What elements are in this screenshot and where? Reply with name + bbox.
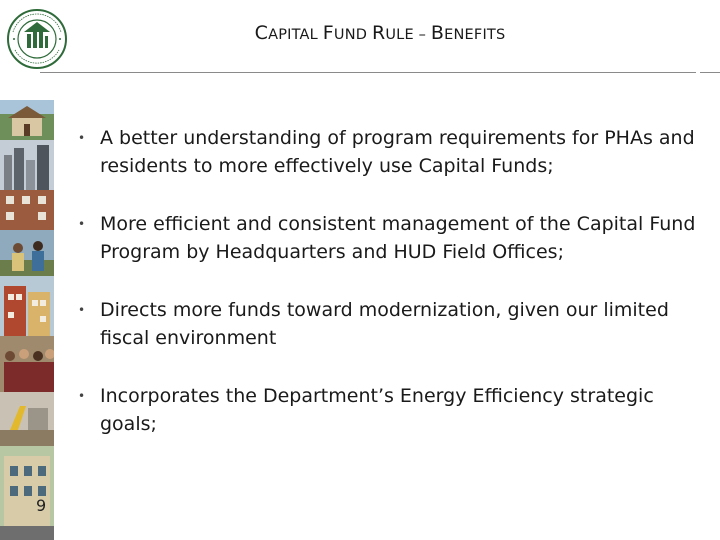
bullet-item bbox=[78, 382, 698, 438]
slide-title-part: ENEFITS bbox=[444, 27, 506, 43]
slide-title-part: B bbox=[430, 22, 445, 44]
bullet-text: Directs more funds toward modernization, given our limited fiscal environment bbox=[100, 299, 669, 349]
city-skyline-photo bbox=[0, 140, 54, 190]
bullet-marker: • bbox=[78, 131, 86, 145]
title-divider-end bbox=[700, 72, 720, 73]
bullet-marker: • bbox=[78, 389, 86, 403]
bullet-text: Incorporates the Department’s Energy Efficiency strategic goals; bbox=[100, 385, 654, 435]
residents-photo bbox=[0, 230, 54, 276]
bullet-list bbox=[78, 124, 698, 468]
slide-title-part: R bbox=[371, 22, 386, 44]
slide-title-part: C bbox=[254, 22, 269, 44]
bullet-text: A better understanding of program requirements for PHAs and residents to more effectively use Capital Funds; bbox=[100, 127, 695, 177]
title-divider bbox=[40, 72, 696, 73]
townhouse-photo bbox=[0, 276, 54, 336]
bullet-marker: • bbox=[78, 217, 86, 231]
slide-title-part: UND bbox=[333, 27, 372, 43]
bullet-text: More efficient and consistent management of the Capital Fund Program by Headquarters and HUD Field Offices; bbox=[100, 213, 696, 263]
slide-title-part: APITAL bbox=[268, 27, 323, 43]
slide-number: 9 bbox=[36, 496, 47, 515]
bullet-item bbox=[78, 210, 698, 266]
bullet-marker: • bbox=[78, 303, 86, 317]
bullet-item bbox=[78, 296, 698, 352]
photo-strip bbox=[0, 100, 54, 540]
bullet-item bbox=[78, 124, 698, 180]
brick-building-photo bbox=[0, 190, 54, 230]
construction-photo bbox=[0, 392, 54, 446]
slide-title-part: F bbox=[322, 22, 334, 44]
house-photo bbox=[0, 100, 54, 140]
street-building-photo bbox=[0, 446, 54, 540]
slide-title-part: ULE – bbox=[385, 27, 431, 43]
group-photo bbox=[0, 336, 54, 392]
slide-title bbox=[0, 22, 720, 44]
